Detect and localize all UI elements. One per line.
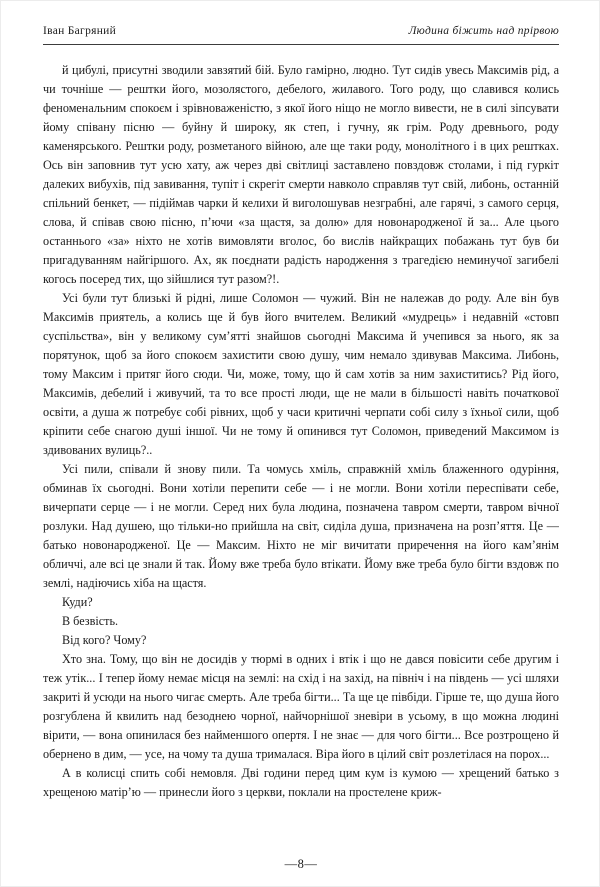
paragraph: А в колисці спить собі немовля. Дві години перед цим кум із кумою — хрещений батько з хрещеною матір’ю — принесли його з церкви, поклали на простелене криж-	[43, 766, 559, 799]
author-name: Іван Багряний	[43, 25, 117, 37]
page-number: —8—	[284, 857, 318, 871]
page-header	[43, 25, 559, 45]
paragraph: й цибулі, присутні зводили завзятий бій. Було гамірно, людно. Тут сидів увесь Максимів рід, а чи точніше — рештки його, мозолястого, дебелого, жилавого. Того роду, що славився колись феноменальним спокоєм і зрівноваженістю, з якої його ніщо не могло вивести, не в силі зіпсувати йому співану пісню — буйну й широку, як степ, і гучну, як грім. Роду древнього, роду каменярського. Рештки роду, розметаного війною, але ще таки роду, монолітного і в цих рештках. Ось він заповнив тут усю хату, аж через дві світлиці заставлено повздовж столами, і під гуркіт далеких вибухів, під завивання, тупіт і скрегіт смерти навколо справляв тут свій, либонь, останній спільний бенкет, — підіймав чарки й келихи й виголошував незграбні, але гарячі, з самого серця, слова, й співав свою пісню, п’ючи «за щастя, за долю» для новонародженої й за... Але цього останнього «за» ніхто не хотів вимовляти вголос, бо вислів найкращих побажань тут був би пригадуванням найгіршого. Ах, як поєднати радість народження з трагедією неминучої загибелі когось посеред тих, що зійшлися тут разом?!.	[43, 63, 559, 286]
paragraph: Куди?	[62, 595, 93, 609]
page-body	[43, 61, 559, 851]
page-footer	[43, 851, 559, 872]
paragraph: Усі були тут близькі й рідні, лише Соломон — чужий. Він не належав до роду. Але він був Максимів приятель, а колись ще й був його вчителем. Великий «мудрець» і недавній «стовп суспільства», він у великому сум’ятті знайшов сьогодні Максима й учепився за нього, як за порятунок, щоб за його спокоєм захистити свою душу, чим немало здивував Максима. Либонь, тому Максим і притяг його сюди. Чи, може, тому, що й сам хотів за ним захиститись? Рід його, Максимів, дебелий і живучий, та то все прості люди, ще не мали в більшості навіть початкової освіти, а душа ж потребує собі рівних, щоб у часи критичні черпати собі силу з їхньої сили, щоб кріпити себе снагою душі іншої. Чи не тому й опинився тут Соломон, приведений Максимом із здивованих вулиць?..	[43, 291, 559, 457]
book-title: Людина біжить над прірвою	[408, 25, 559, 37]
paragraph: Від кого? Чому?	[62, 633, 147, 647]
paragraph: Усі пили, співали й знову пили. Та чомусь хміль, справжній хміль блаженного одуріння, обминав їх сьогодні. Вони хотіли перепити себе — і не могли. Вони хотіли переспівати себе, вичерпати серце — і не могли. Серед них була людина, позначена тавром смерти, тавром вічної розлуки. Над душею, що тільки-но прийшла на світ, сиділа душа, призначена на розп’яття. Це — батько новонародженої. Це — Максим. Ніхто не міг вичитати приречення на його кам’янім обличчі, але всі це знали й так. Йому вже треба було втікати. Йому вже треба було бігти вздовж по землі, надіючись хіба на щастя.	[43, 462, 559, 590]
paragraph: Хто зна. Тому, що він не досидів у тюрмі в одних і втік і що не дався повісити себе другим і теж утік... І тепер йому немає місця на землі: на схід і на захід, на північ і на південь — усі шляхи закриті й усюди на нього чигає смерть. Але треба бігти... Та ще це півбіди. Гірше те, що душа його розгублена й квилить над безоднею чорної, найчорнішої зневіри в усьому, в що можна людині вірити, — вона опинилася без найменшого опертя. І не знає — для чого бігти... Все розтрощено й обернено в дим, — усе, на чому та душа трималася. Віра його в цілий світ розлетілася на порох...	[43, 652, 559, 761]
paragraph: В безвість.	[62, 614, 119, 628]
